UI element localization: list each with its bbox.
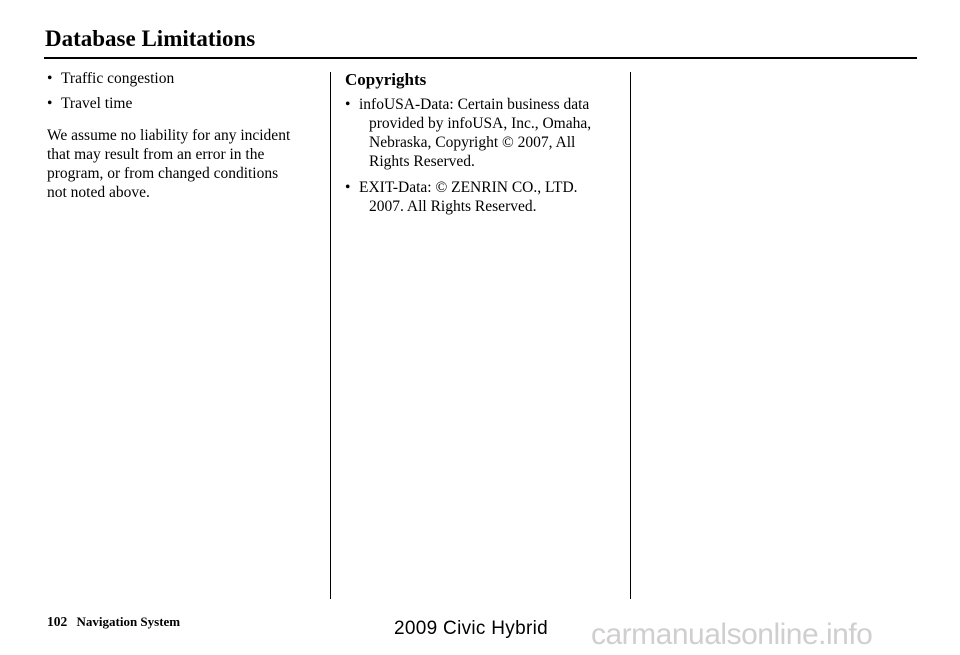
copyrights-heading: Copyrights: [345, 70, 427, 89]
list-item: [47, 94, 322, 113]
paragraph-line: that may result from an error in the: [47, 146, 265, 163]
paragraph-line: not noted above.: [47, 184, 150, 201]
list-item: [345, 178, 625, 216]
list-item-line: provided by infoUSA, Inc., Omaha,: [369, 115, 592, 132]
copyrights-list: [345, 95, 625, 216]
bullet-icon: •: [345, 96, 351, 113]
list-item-line: EXIT-Data: © ZENRIN CO., LTD.: [359, 179, 578, 196]
list-item-line: Rights Reserved.: [369, 153, 475, 170]
list-item-line: infoUSA-Data: Certain business data: [359, 96, 590, 113]
column-divider-right: [630, 72, 631, 599]
model-watermark: 2009 Civic Hybrid: [394, 618, 548, 639]
limitations-list: [47, 69, 322, 113]
list-item: [47, 69, 322, 88]
list-item-text: Traffic congestion: [61, 70, 175, 87]
paragraph-line: program, or from changed conditions: [47, 165, 279, 182]
bullet-icon: •: [47, 70, 53, 87]
column-one: [47, 69, 322, 202]
title-rule: [44, 57, 917, 59]
column-divider-left: [330, 72, 331, 599]
list-item-text: Travel time: [61, 95, 133, 112]
list-item-line: Nebraska, Copyright © 2007, All: [369, 134, 576, 151]
list-item: [345, 95, 625, 171]
bullet-icon: •: [345, 179, 351, 196]
page-title: Database Limitations: [45, 26, 256, 51]
column-two: [345, 69, 625, 223]
paragraph-line: We assume no liability for any incident: [47, 127, 291, 144]
list-item-line: 2007. All Rights Reserved.: [369, 198, 537, 215]
site-watermark: carmanualsonline.info: [591, 618, 873, 651]
page-footer: [47, 614, 180, 630]
bullet-icon: •: [47, 95, 53, 112]
footer-section: Navigation System: [76, 614, 181, 629]
page-number: 102: [47, 614, 68, 629]
liability-paragraph: [47, 126, 322, 202]
